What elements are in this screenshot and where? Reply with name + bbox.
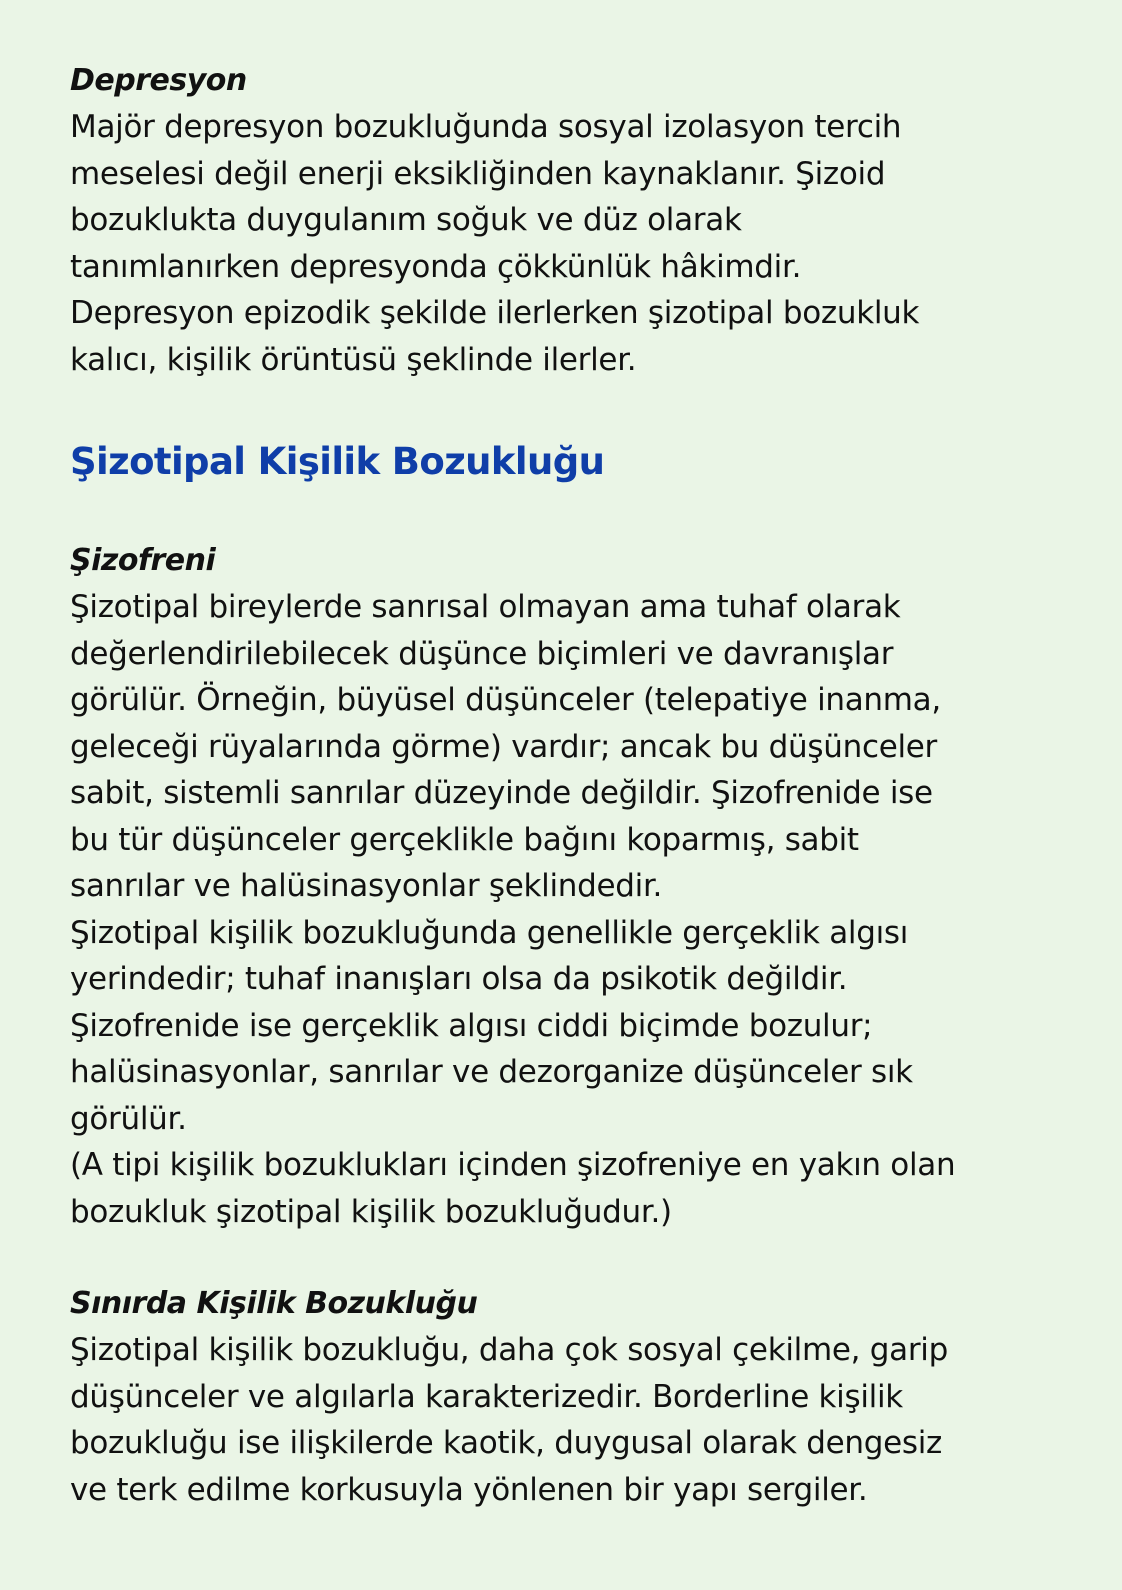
sizofreni-line: görülür. [70, 1100, 187, 1137]
sinirda-line: ve terk edilme korkusuyla yönlenen bir yapı sergiler. [70, 1471, 868, 1508]
sizofreni-line: yerindedir; tuhaf inanışları olsa da psikotik değildir. [70, 961, 848, 997]
depresyon-line: tanımlanırken depresyonda çökkünlük hâkimdir. [70, 248, 802, 285]
sizofreni-line: geleceği rüyalarında görme) vardır; ancak bu düşünceler [70, 728, 938, 765]
sinirda-line: bozukluğu ise ilişkilerde kaotik, duygusal olarak dengesiz [70, 1425, 943, 1461]
depresyon-line: meselesi değil enerji eksikliğinden kaynaklanır. Şizoid [70, 155, 886, 192]
spacer [70, 487, 1060, 538]
section-title: Şizotipal Kişilik Bozukluğu [70, 440, 605, 483]
depresyon-line: Depresyon epizodik şekilde ilerlerken şizotipal bozukluk [70, 295, 920, 331]
sinirda-line: düşünceler ve algılarla karakterizedir. Borderline kişilik [70, 1378, 903, 1415]
sizofreni-line: (A tipi kişilik bozuklukları içinden şizofreniye en yakın olan [70, 1147, 956, 1183]
sizofreni-line: sanrılar ve halüsinasyonlar şeklindedir. [70, 868, 663, 904]
depresyon-line: bozuklukta duygulanım soğuk ve düz olarak [70, 202, 742, 238]
sizofreni-line: bu tür düşünceler gerçeklikle bağını koparmış, sabit [70, 821, 859, 858]
sinirda-paragraph [70, 1327, 1060, 1513]
depresyon-heading: Depresyon [70, 63, 247, 98]
sizofreni-line: bozukluk şizotipal kişilik bozukluğudur.) [70, 1193, 672, 1230]
sizofreni-line: sabit, sistemli sanrılar düzeyinde değildir. Şizofrenide ise [70, 775, 933, 811]
spacer [70, 1235, 1060, 1281]
depresyon-line: Majör depresyon bozukluğunda sosyal izolasyon tercih [70, 109, 902, 145]
sizofreni-heading: Şizofreni [70, 543, 216, 578]
sizofreni-line: Şizotipal kişilik bozukluğunda genellikle gerçeklik algısı [70, 914, 909, 951]
sizofreni-line: görülür. Örneğin, büyüsel düşünceler (telepatiye inanma, [70, 682, 941, 718]
sinirda-line: Şizotipal kişilik bozukluğu, daha çok sosyal çekilme, garip [70, 1332, 948, 1368]
sizofreni-line: değerlendirilebilecek düşünce biçimleri ve davranışlar [70, 635, 894, 672]
sizofreni-paragraph [70, 584, 1060, 1235]
sizofreni-line: Şizofrenide ise gerçeklik algısı ciddi biçimde bozulur; [70, 1007, 873, 1044]
sinirda-heading: Sınırda Kişilik Bozukluğu [70, 1286, 478, 1321]
document-page [70, 58, 1060, 1513]
sizofreni-line: halüsinasyonlar, sanrılar ve dezorganize düşünceler sık [70, 1054, 913, 1090]
sizofreni-line: Şizotipal bireylerde sanrısal olmayan ama tuhaf olarak [70, 589, 901, 625]
depresyon-line: kalıcı, kişilik örüntüsü şeklinde ilerler. [70, 341, 637, 378]
depresyon-paragraph [70, 104, 1060, 383]
